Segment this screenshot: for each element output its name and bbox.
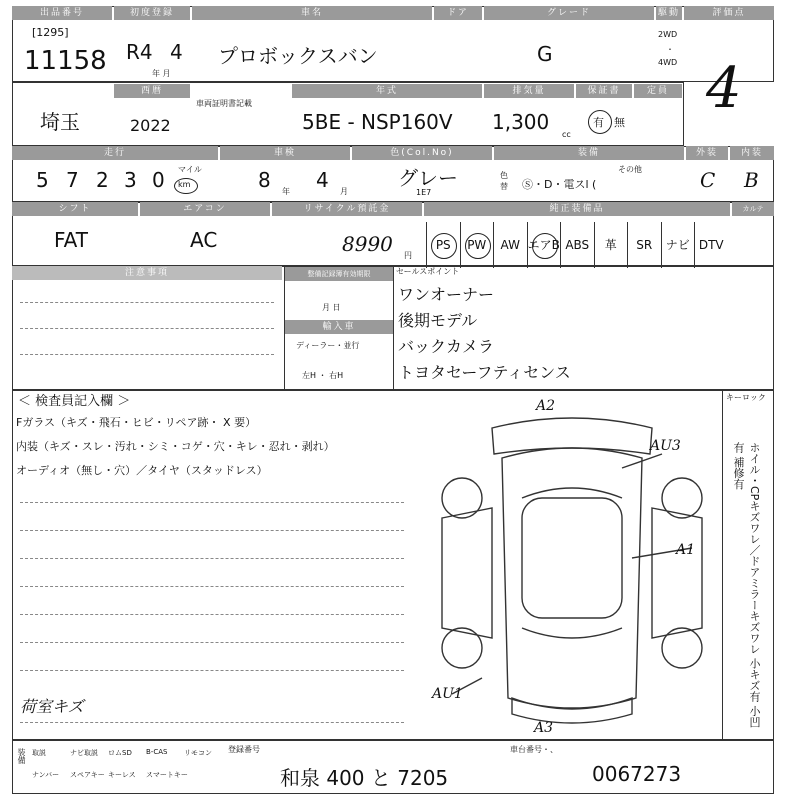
lot-number: 11158 (24, 46, 107, 76)
car-windshield (522, 488, 622, 498)
equipment-circle (465, 233, 491, 259)
notes-line (20, 614, 404, 615)
equipment-item: DTV (694, 222, 728, 268)
equipment-item: ナビ (661, 222, 695, 268)
notes-line (20, 670, 404, 671)
wheel-rear-right (662, 628, 702, 668)
interior-grade: B (744, 168, 759, 192)
keyless-label: キーロック (726, 393, 766, 402)
interior-header: 装備 (494, 146, 684, 160)
footer-equipment-item: リモコン (184, 749, 212, 757)
displacement-value: 1,300 (492, 110, 550, 134)
equipment-item: エアB (527, 222, 561, 268)
shift-value: FAT (54, 228, 89, 252)
displacement-unit: cc (562, 130, 571, 139)
equip-text: Ⓢ・D・電スl ( (522, 178, 597, 191)
notes-line (20, 586, 404, 587)
mark-a2: A2 (536, 398, 556, 414)
equipment-circle (431, 233, 457, 259)
exterior-header: 外装 (686, 146, 728, 160)
shift-header: シフト (12, 202, 138, 216)
record-book-header: 整備記録簿有効期限 (285, 267, 393, 281)
car-right-side (652, 508, 702, 638)
sales-point-item: バックカメラ (398, 337, 495, 356)
footer-equipment-item: B-CAS (146, 748, 168, 756)
footer-equipment-item: 取説 (32, 749, 46, 757)
inspector-line-2: 内装（キズ・スレ・汚れ・シミ・コゲ・穴・キレ・忍れ・剥れ） (16, 440, 335, 453)
footer-side-label: 装備 (17, 748, 26, 764)
first-reg-header: 初度登録 (114, 6, 190, 20)
car-name-header: 車名 (192, 6, 432, 20)
inspection-header: 車検 (220, 146, 350, 160)
registration-label: 登録番号 (228, 745, 260, 754)
drive-2wd: 2WD (658, 30, 678, 39)
caution-line (20, 354, 274, 355)
grade-value: G (537, 42, 553, 66)
warranty-no: 無 (614, 116, 625, 129)
equipment-item: ABS (560, 222, 594, 268)
footer-equipment-item: スマートキー (146, 771, 188, 779)
recycle-fee: 8990 (342, 232, 393, 256)
side-note: ホイル・CPキズワレ／ドアミラーキズワレ 小キズ有 小凹有 補修有 (732, 442, 761, 728)
handwritten-note: 荷室キズ (20, 697, 84, 716)
inspector-line-1: Fガラス（キズ・飛石・ヒビ・リペア跡・ X 要） (16, 416, 257, 429)
car-body (502, 448, 642, 708)
warranty-header: 保証書 (576, 84, 632, 98)
equipment-item: AW (493, 222, 527, 268)
carhistory-header: カルテ (732, 202, 774, 216)
notes-line (20, 558, 404, 559)
model-year-note: 車両証明書記載 (196, 99, 252, 108)
inspection-year: 8 (258, 168, 271, 192)
displacement-header: 排気量 (484, 84, 574, 98)
sales-point-item: 後期モデル (398, 311, 478, 330)
first-reg-unit: 年 月 (152, 69, 171, 78)
grade-header: グレード (484, 6, 654, 20)
notes-line (20, 530, 404, 531)
car-roof (522, 498, 622, 618)
color-paint: 色替 (500, 171, 508, 191)
footer-equipment-item: ナビ取説 (70, 749, 98, 757)
aircon-header: エアコン (140, 202, 270, 216)
notes-line (20, 642, 404, 643)
inspection-year-unit: 年 (282, 187, 290, 196)
inspection-month: 4 (316, 168, 329, 192)
handle-option: 左H ・ 右H (302, 371, 344, 380)
notes-line (20, 722, 404, 723)
inspector-header-label: 検査員記入欄 (35, 394, 114, 409)
door-header: ドア (434, 6, 482, 20)
inspector-line-3: オーディオ（無し・穴）／タイヤ（スタッドレス） (16, 464, 268, 477)
score-value: 4 (706, 56, 742, 121)
mileage-digit-2: 7 (66, 168, 79, 192)
lot-code: [1295] (32, 26, 69, 39)
equipment-item: 革 (594, 222, 628, 268)
mileage-digit-4: 3 (124, 168, 137, 192)
equip-other: その他 (618, 165, 642, 174)
model-value: 5BE - NSP160V (302, 110, 453, 134)
mileage-digit-1: 5 (36, 168, 49, 192)
mileage-header: 走行 (12, 146, 218, 160)
wheel-front-right (662, 478, 702, 518)
recycle-header: リサイクル預託金 (272, 202, 422, 216)
footer-equipment-item: ロムSD (108, 749, 132, 757)
caution-line (20, 302, 274, 303)
equipment-circle (532, 233, 558, 259)
car-name: プロボックスバン (218, 44, 378, 68)
equipment-item: PS (426, 222, 460, 268)
footer-equipment-item: ナンバー (32, 771, 60, 779)
exterior-grade: C (700, 168, 716, 192)
caution-header: 注意事項 (12, 266, 282, 280)
lot-header: 出品番号 (12, 6, 112, 20)
color-header: 色(Col.No) (352, 146, 492, 160)
color-name: グレー (398, 166, 458, 190)
record-book-date: 月 日 (322, 303, 341, 312)
equipment-item: SR (627, 222, 661, 268)
mark-au1: AU1 (432, 686, 463, 702)
car-rear-bumper (512, 698, 632, 723)
year-value: 2022 (130, 116, 171, 135)
dealer-option: ディーラー・並行 (296, 341, 360, 350)
capacity-header: 定員 (634, 84, 682, 98)
drive-dot: ・ (666, 45, 674, 54)
car-rear-window (522, 628, 622, 638)
sales-point-item: ワンオーナー (398, 285, 495, 304)
aircon-value: AC (190, 228, 218, 252)
chassis-number: 0067273 (592, 762, 682, 786)
notes-line (20, 502, 404, 503)
first-reg-era: R4 (126, 40, 153, 64)
warranty-yes: 有 (593, 116, 604, 129)
equipment-header: 純正装備品 (424, 202, 730, 216)
inspector-header: ＜ 検査員記入欄 ＞ (18, 394, 131, 409)
footer-equipment-item: キーレス (108, 771, 136, 779)
mileage-unit-mile: マイル (178, 165, 202, 174)
footer-equipment-item: スペアキー (70, 771, 105, 779)
first-reg-month: 4 (170, 40, 183, 64)
mark-a1: A1 (676, 542, 696, 558)
chassis-label: 車台番号・、 (510, 745, 558, 754)
sales-point-item: トヨタセーフティセンス (398, 363, 571, 382)
auction-sheet (12, 6, 774, 794)
interior-grade-header: 内装 (730, 146, 774, 160)
mileage-digit-5: 0 (152, 168, 165, 192)
color-code: 1E7 (416, 188, 432, 197)
mileage-unit-km: km (178, 180, 191, 189)
score-header: 評価点 (684, 6, 774, 20)
mileage-digit-3: 2 (96, 168, 109, 192)
mark-au3: AU3 (650, 438, 681, 454)
drive-header: 駆動 (657, 8, 680, 18)
wheel-rear-left (442, 628, 482, 668)
car-left-side (442, 508, 492, 638)
import-header: 輸入車 (285, 320, 393, 334)
wheel-front-left (442, 478, 482, 518)
area-value: 埼玉 (40, 110, 80, 134)
year-header: 西暦 (114, 84, 190, 98)
recycle-unit: 円 (404, 251, 412, 260)
inspection-month-unit: 月 (340, 187, 348, 196)
registration-number: 和泉 400 と 7205 (280, 766, 449, 790)
mark-a3: A3 (534, 720, 554, 736)
equipment-item: PW (460, 222, 494, 268)
sales-point-header: セールスポイント (396, 267, 460, 276)
drive-4wd: 4WD (658, 58, 678, 67)
caution-line (20, 328, 274, 329)
model-year-header: 年式 (292, 84, 482, 98)
